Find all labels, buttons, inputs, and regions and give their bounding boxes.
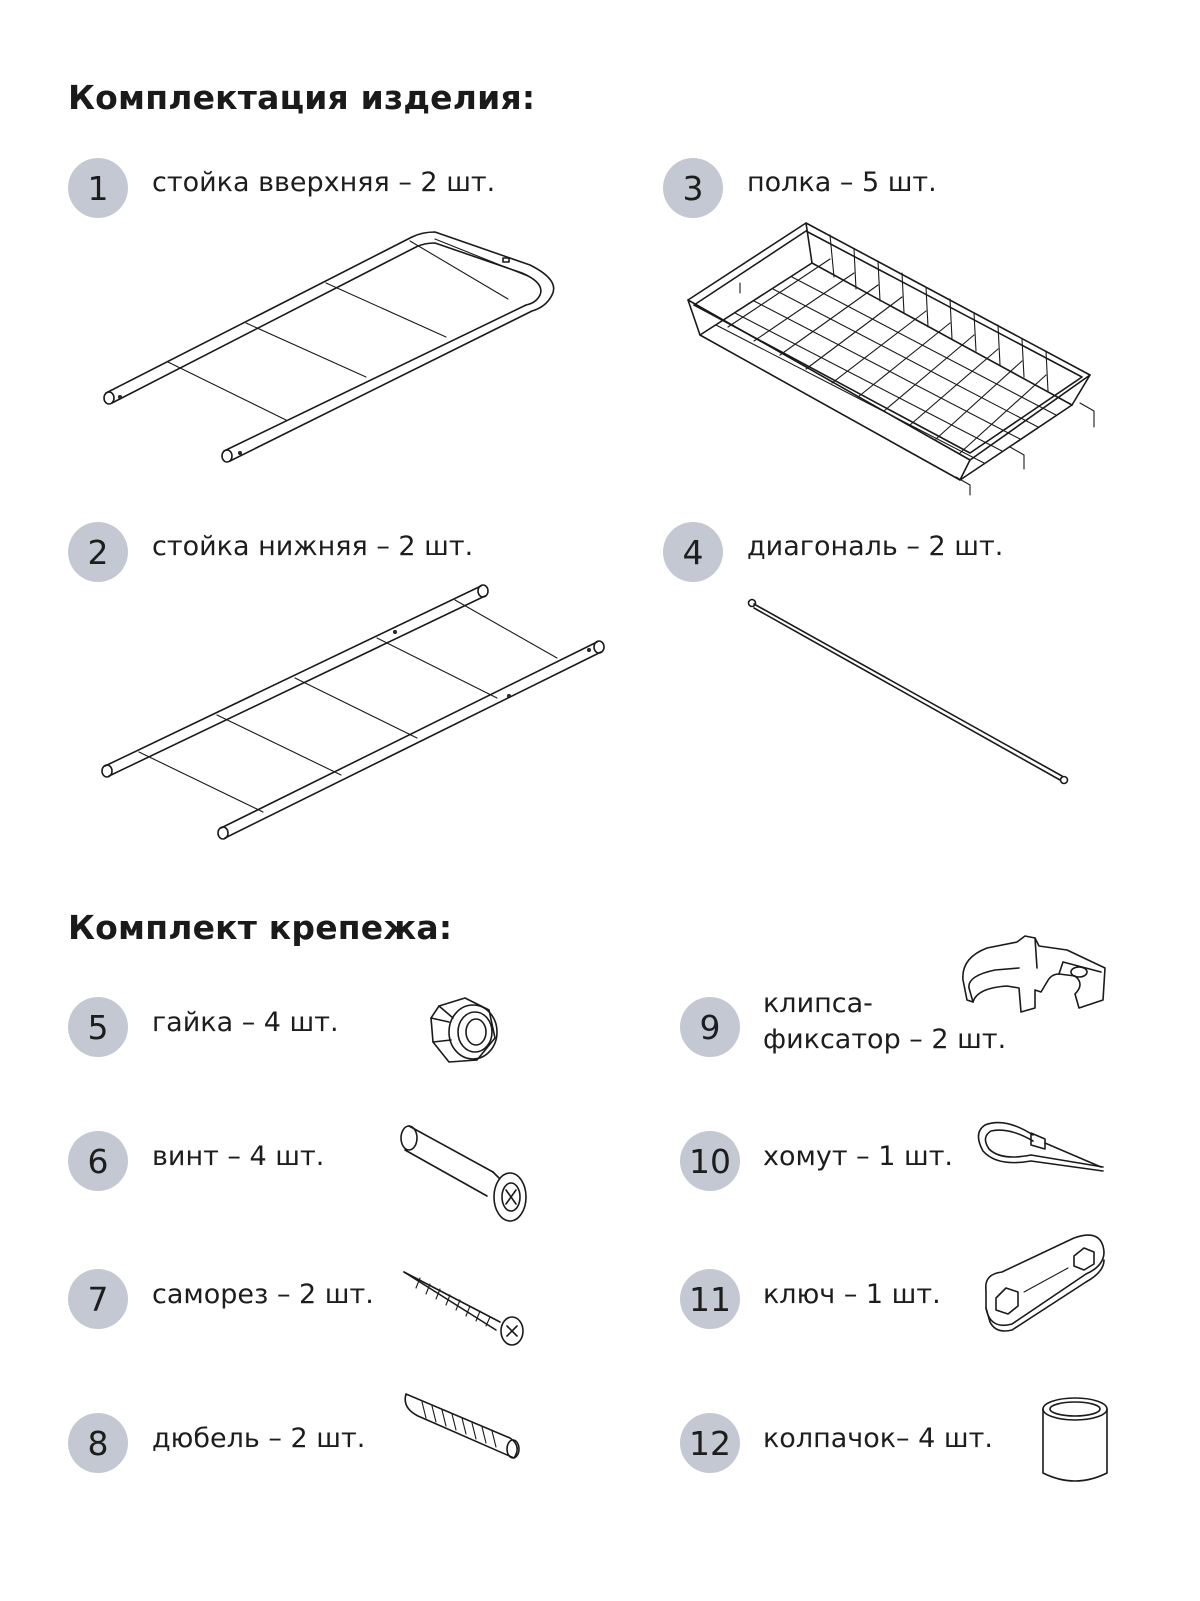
item-label: гайка – 4 шт. — [152, 1007, 339, 1038]
item-number-badge: 11 — [680, 1269, 740, 1329]
item-label: винт – 4 шт. — [152, 1141, 325, 1172]
item-label-line1: клипса- — [763, 988, 873, 1019]
item-label-line2: фиксатор – 2 шт. — [763, 1024, 1007, 1055]
item-label: ключ – 1 шт. — [763, 1279, 941, 1310]
item-label: хомут – 1 шт. — [763, 1141, 954, 1172]
item-number-badge: 10 — [680, 1131, 740, 1191]
item-number-badge: 5 — [68, 997, 128, 1057]
item-number-badge: 1 — [68, 158, 128, 218]
diagonal-brace-illustration — [740, 590, 1080, 790]
item-label: дюбель – 2 шт. — [152, 1423, 366, 1454]
item-number-badge: 6 — [68, 1131, 128, 1191]
item-label: колпачок– 4 шт. — [763, 1423, 993, 1454]
section-title-fasteners: Комплект крепежа: — [68, 908, 453, 947]
item-label: саморез – 2 шт. — [152, 1279, 374, 1310]
nut-illustration — [425, 992, 505, 1072]
item-label: стойка нижняя – 2 шт. — [152, 531, 474, 562]
item-label: полка – 5 шт. — [747, 167, 937, 198]
wrench-key-illustration — [978, 1230, 1113, 1335]
item-label: диагональ – 2 шт. — [747, 531, 1004, 562]
item-label: стойка вверхняя – 2 шт. — [152, 167, 496, 198]
bolt-illustration — [395, 1120, 540, 1225]
cable-tie-illustration — [975, 1115, 1110, 1173]
item-number-badge: 9 — [680, 997, 740, 1057]
clip-fixer-illustration — [955, 928, 1115, 1023]
cap-illustration — [1038, 1393, 1113, 1488]
screw-illustration — [400, 1268, 530, 1350]
wire-shelf-illustration — [680, 215, 1100, 495]
item-number-badge: 12 — [680, 1413, 740, 1473]
item-number-badge: 2 — [68, 522, 128, 582]
lower-post-illustration — [95, 580, 615, 845]
upper-post-illustration — [90, 225, 570, 475]
item-number-badge: 4 — [663, 522, 723, 582]
dowel-illustration — [400, 1388, 525, 1468]
item-number-badge: 7 — [68, 1269, 128, 1329]
section-title-product: Комплектация изделия: — [68, 78, 536, 117]
item-number-badge: 3 — [663, 158, 723, 218]
item-number-badge: 8 — [68, 1413, 128, 1473]
